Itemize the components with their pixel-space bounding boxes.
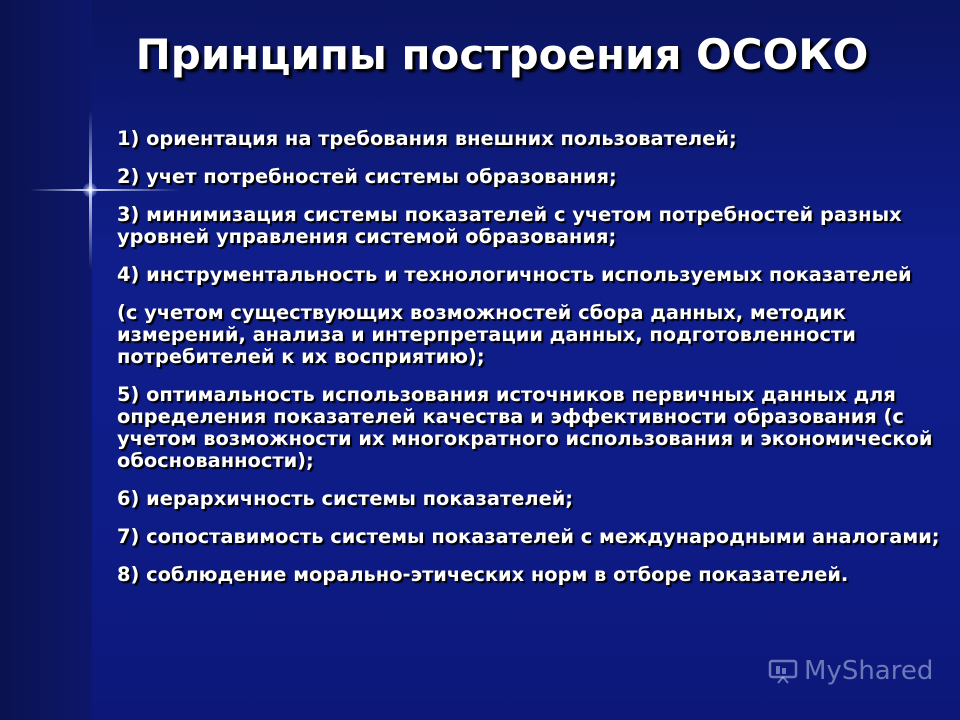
principle-item: 4) инструментальность и технологичность используемых показателей <box>117 263 912 286</box>
sparkle-star-icon <box>83 183 97 197</box>
principle-item: (с учетом существующих возможностей сбора данных, методик измерений, анализа и интерпретации данных, подготовленности потребителей к их восприятию); <box>117 301 856 368</box>
principle-item: 8) соблюдение морально-этических норм в отборе показателей. <box>117 563 849 586</box>
watermark <box>768 656 933 686</box>
watermark-text: MyShared <box>804 656 934 686</box>
principle-item: 3) минимизация системы показателей с учетом потребностей разных уровней управления системой образования; <box>117 203 902 248</box>
principle-item: 5) оптимальность использования источников первичных данных для определения показателей качества и эффективности образования (с учетом возможности их многократного использования и экономической обоснованности); <box>117 383 933 472</box>
principle-item: 6) иерархичность системы показателей; <box>117 487 574 510</box>
decorative-left-band <box>0 0 92 720</box>
slide-title: Принципы построения ОСОКО <box>135 30 869 79</box>
presentation-icon <box>768 658 798 684</box>
principle-item: 2) учет потребностей системы образования; <box>117 165 617 188</box>
principle-item: 1) ориентация на требования внешних пользователей; <box>117 127 737 150</box>
principles-list <box>117 128 949 602</box>
principle-item: 7) сопоставимость системы показателей с международными аналогами; <box>117 525 940 548</box>
